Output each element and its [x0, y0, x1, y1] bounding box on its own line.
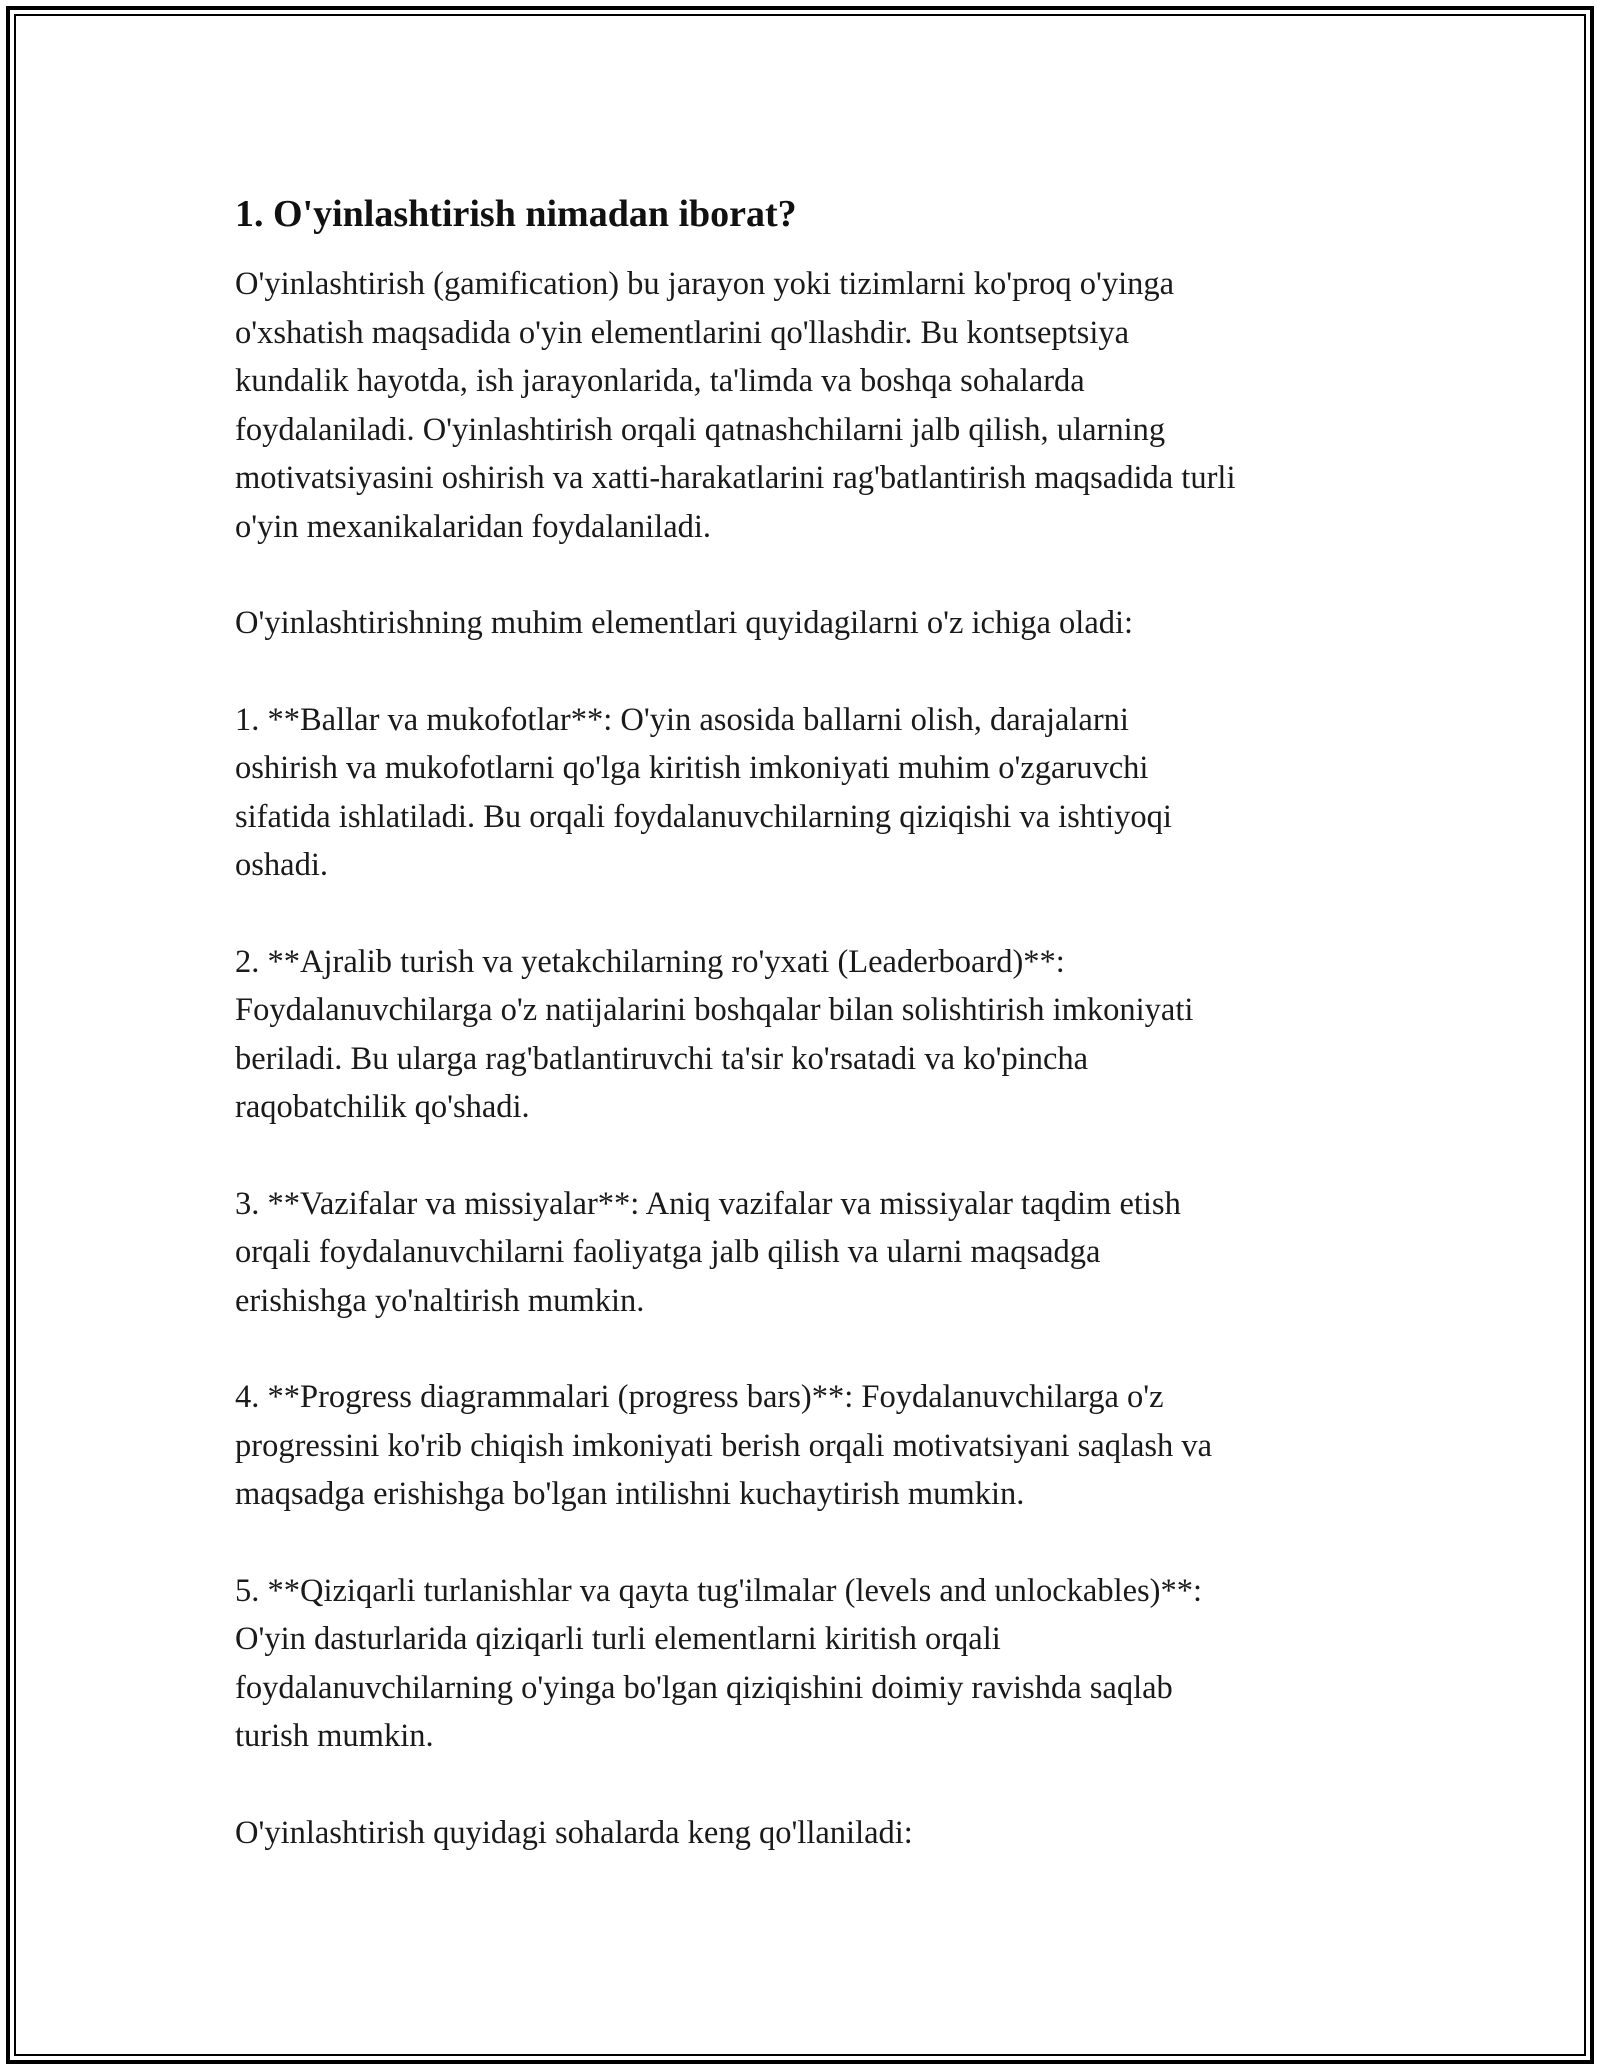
text-line: O'yinlashtirish quyidagi sohalarda keng qo'llaniladi:	[235, 1814, 913, 1851]
text-line: O'yin dasturlarida qiziqarli turli elementlarni kiritish orqali	[235, 1621, 1001, 1657]
text-line: O'yinlashtirishning muhim elementlari quyidagilarni o'z ichiga oladi:	[235, 605, 1134, 641]
text-line: 4. **Progress diagrammalari (progress bars)**: Foydalanuvchilarga o'z	[235, 1379, 1164, 1415]
text-line: 3. **Vazifalar va missiyalar**: Aniq vazifalar va missiyalar taqdim etish	[235, 1185, 1181, 1222]
text-line: 5. **Qiziqarli turlanishlar va qayta tug'ilmalar (levels and unlockables)**:	[235, 1572, 1203, 1609]
list-item-5	[235, 1567, 1375, 1761]
paragraph-elements-intro	[235, 599, 1375, 648]
text-line: 1. **Ballar va mukofotlar**: O'yin asosida ballarni olish, darajalarni	[235, 701, 1129, 738]
text-line: motivatsiyasini oshirish va xatti-harakatlarini rag'batlantirish maqsadida turli	[235, 460, 1236, 496]
text-line: raqobatchilik qo'shadi.	[235, 1089, 530, 1125]
text-line: foydalaniladi. O'yinlashtirish orqali qatnashchilarni jalb qilish, ularning	[235, 411, 1166, 448]
text-line: progressini ko'rib chiqish imkoniyati berish orqali motivatsiyani saqlash va	[235, 1427, 1213, 1464]
text-line: o'yin mexanikalaridan foydalaniladi.	[235, 508, 712, 545]
text-line: Foydalanuvchilarga o'z natijalarini boshqalar bilan solishtirish imkoniyati	[235, 992, 1194, 1028]
text-line: erishishga yo'naltirish mumkin.	[235, 1282, 645, 1319]
section-heading: 1. O'yinlashtirish nimadan iborat?	[235, 193, 797, 235]
text-line: maqsadga erishishga bo'lgan intilishni kuchaytirish mumkin.	[235, 1476, 1025, 1512]
list-item-4	[235, 1373, 1375, 1519]
list-item-3	[235, 1180, 1375, 1326]
text-line: oshadi.	[235, 847, 328, 883]
paragraph-application-areas	[235, 1809, 1375, 1858]
text-line: kundalik hayotda, ish jarayonlarida, ta'limda va boshqa sohalarda	[235, 363, 1085, 399]
text-line: turish mumkin.	[235, 1718, 434, 1754]
text-line: beriladi. Bu ularga rag'batlantiruvchi ta'sir ko'rsatadi va ko'pincha	[235, 1040, 1089, 1077]
list-item-2	[235, 938, 1375, 1132]
text-line: oshirish va mukofotlarni qo'lga kiritish imkoniyati muhim o'zgaruvchi	[235, 750, 1149, 786]
text-line: 2. **Ajralib turish va yetakchilarning ro'yxati (Leaderboard)**:	[235, 943, 1065, 980]
document-body	[235, 186, 1375, 1905]
text-line: O'yinlashtirish (gamification) bu jarayon yoki tizimlarni ko'proq o'yinga	[235, 266, 1175, 302]
text-line: orqali foydalanuvchilarni faoliyatga jalb qilish va ularni maqsadga	[235, 1234, 1101, 1270]
paragraph-intro	[235, 260, 1375, 551]
text-line: o'xshatish maqsadida o'yin elementlarini qo'llashdir. Bu kontseptsiya	[235, 314, 1130, 351]
text-line: sifatida ishlatiladi. Bu orqali foydalanuvchilarning qiziqishi va ishtiyoqi	[235, 798, 1172, 835]
list-item-1	[235, 696, 1375, 890]
text-line: foydalanuvchilarning o'yinga bo'lgan qiziqishini doimiy ravishda saqlab	[235, 1669, 1173, 1706]
